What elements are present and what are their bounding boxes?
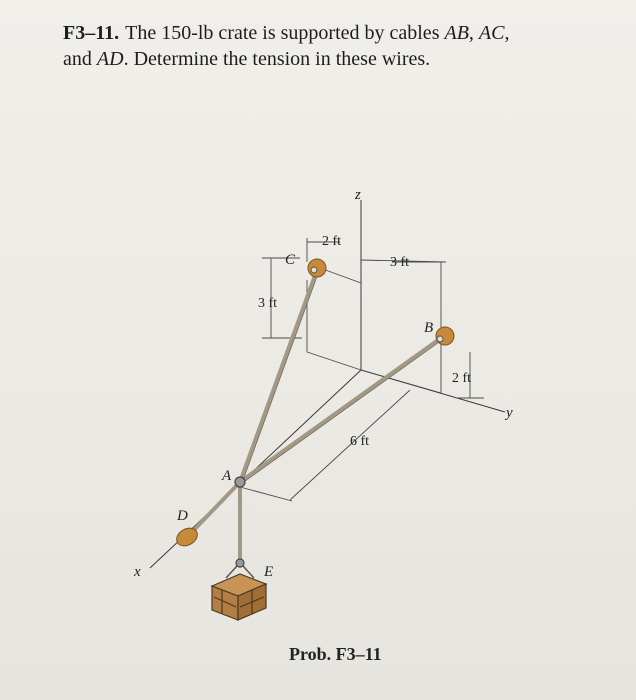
figure-caption: Prob. F3–11 [289,644,382,664]
cables [191,270,441,560]
ring-a [235,477,245,487]
anchor-c-plate [308,259,326,277]
label-6ft: 6 ft [350,434,370,449]
label-2ft-top: 2 ft [322,234,342,249]
c-ground-line [307,352,361,370]
dim-6ft-ext [240,487,292,501]
label-3ft-left: 3 ft [258,296,278,311]
label-e: E [264,564,274,580]
cable-ab-label: AB [444,22,469,44]
comma-2: , [504,22,510,44]
anchor-c-eye [311,267,317,273]
label-a: A [222,468,232,484]
cable-ab-edge [241,340,442,484]
cable-ac-label: AC [478,22,505,44]
problem-text-2: and [63,48,97,70]
cable-ad-label: AD [96,48,124,70]
ring-a-circle [235,477,245,487]
construction-lines [240,238,484,501]
label-y: y [506,405,513,421]
label-b: B [424,320,434,336]
label-x: x [134,564,141,580]
labels [133,187,513,580]
anchor-c [308,259,326,277]
cable-ab [240,338,441,482]
anchor-b [436,327,454,345]
label-z: z [355,187,361,203]
hook-e-ring [236,559,244,567]
cable-ac [240,270,317,482]
problem-text-3: . Determine the tension in these wires. [123,48,431,70]
label-2ft-right: 2 ft [452,371,472,386]
comma-1: , [468,22,479,44]
anchor-b-eye [437,336,443,342]
problem-text-1: The 150-lb crate is supported by cables [125,22,445,44]
crate [212,574,266,620]
label-c: C [285,252,296,268]
cable-ad [191,482,240,533]
label-d: D [177,508,188,524]
label-3ft-right: 3 ft [390,255,410,270]
problem-number: F3–11. [63,22,120,44]
